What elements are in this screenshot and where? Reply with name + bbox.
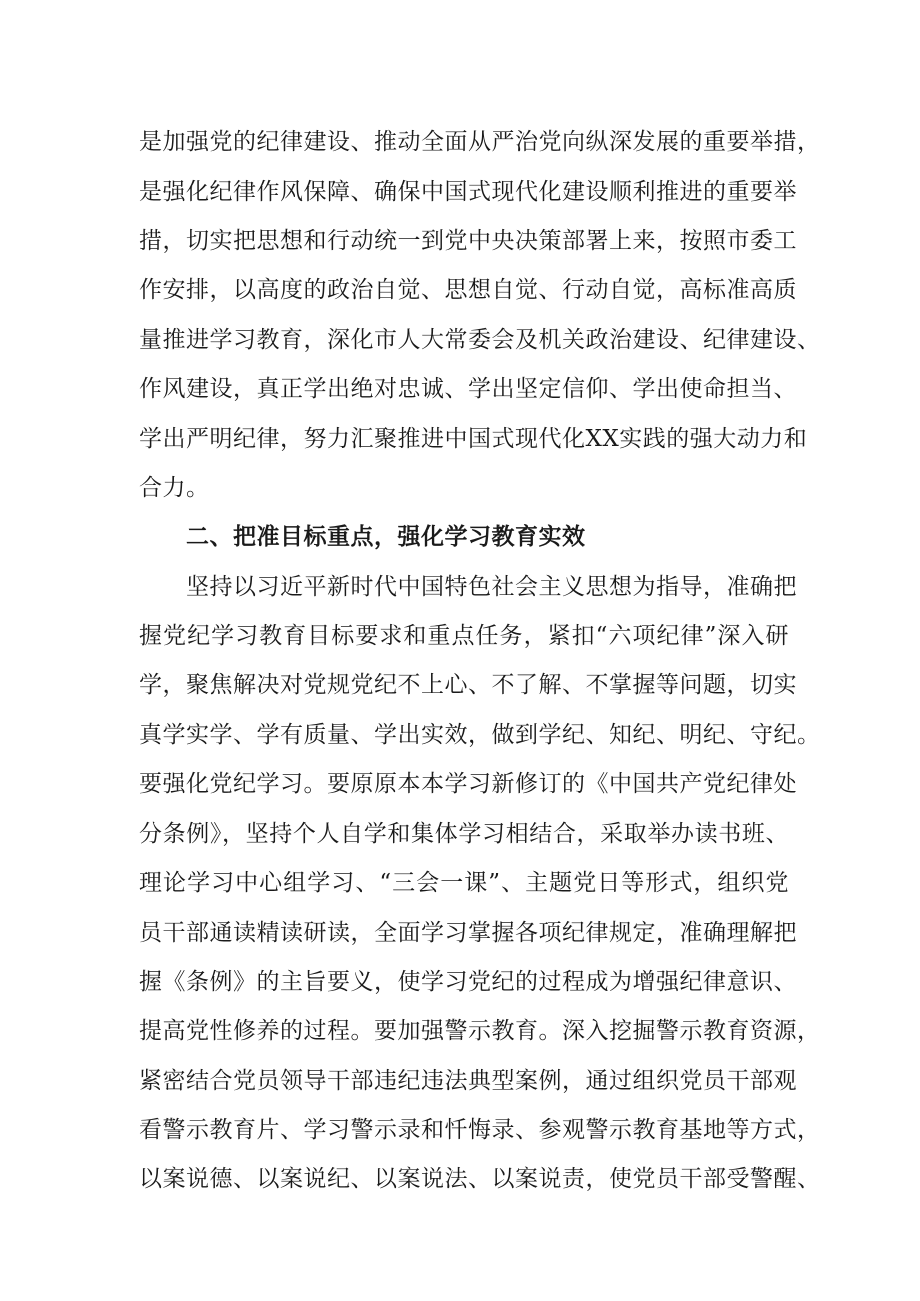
paragraph-2-line-12: 看警示教育片、学习警示录和忏悔录、参观警示教育基地等方式，: [139, 1117, 821, 1143]
paragraph-1-line-7: 学出严明纪律，努力汇聚推进中国式现代化XX实践的强大动力和: [139, 426, 808, 452]
paragraph-1-line-4: 作安排，以高度的政治自觉、思想自觉、行动自觉，高标准高质: [139, 277, 797, 303]
paragraph-2-line-9: 握《条例》的主旨要义，使学习党纪的过程成为增强纪律意识、: [139, 969, 797, 995]
paragraph-2-line-4: 真学实学、学有质量、学出实效，做到学纪、知纪、明纪、守纪。: [139, 722, 821, 748]
paragraph-1-line-8: 合力。: [139, 475, 210, 501]
paragraph-2-line-10: 提高党性修养的过程。要加强警示教育。深入挖掘警示教育资源，: [139, 1018, 821, 1044]
section-heading: 二、把准目标重点，强化学习教育实效: [186, 524, 586, 550]
paragraph-2-line-13: 以案说德、以案说纪、以案说法、以案说责，使党员干部受警醒、: [139, 1166, 821, 1192]
paragraph-1-line-2: 是强化纪律作风保障、确保中国式现代化建设顺利推进的重要举: [139, 179, 797, 205]
paragraph-2-line-1: 坚持以习近平新时代中国特色社会主义思想为指导，准确把: [186, 574, 797, 600]
paragraph-2-line-2: 握党纪学习教育目标要求和重点任务，紧扣“六项纪律”深入研: [139, 623, 789, 649]
paragraph-2-line-5: 要强化党纪学习。要原原本本学习新修订的《中国共产党纪律处: [139, 771, 797, 797]
paragraph-1-line-1: 是加强党的纪律建设、推动全面从严治党向纵深发展的重要举措，: [139, 129, 821, 155]
paragraph-1-line-6: 作风建设，真正学出绝对忠诚、学出坚定信仰、学出使命担当、: [139, 376, 797, 402]
paragraph-2-line-7: 理论学习中心组学习、“三会一课”、主题党日等形式，组织党: [139, 870, 789, 896]
paragraph-1-line-5: 量推进学习教育，深化市人大常委会及机关政治建设、纪律建设、: [139, 327, 821, 353]
paragraph-2-line-11: 紧密结合党员领导干部违纪违法典型案例，通过组织党员干部观: [139, 1068, 797, 1094]
paragraph-1-line-3: 措，切实把思想和行动统一到党中央决策部署上来，按照市委工: [139, 228, 797, 254]
paragraph-2-line-8: 员干部通读精读研读，全面学习掌握各项纪律规定，准确理解把: [139, 920, 797, 946]
paragraph-2-line-3: 学，聚焦解决对党规党纪不上心、不了解、不掌握等问题，切实: [139, 672, 797, 698]
paragraph-2-line-6: 分条例》，坚持个人自学和集体学习相结合，采取举办读书班、: [139, 821, 789, 847]
